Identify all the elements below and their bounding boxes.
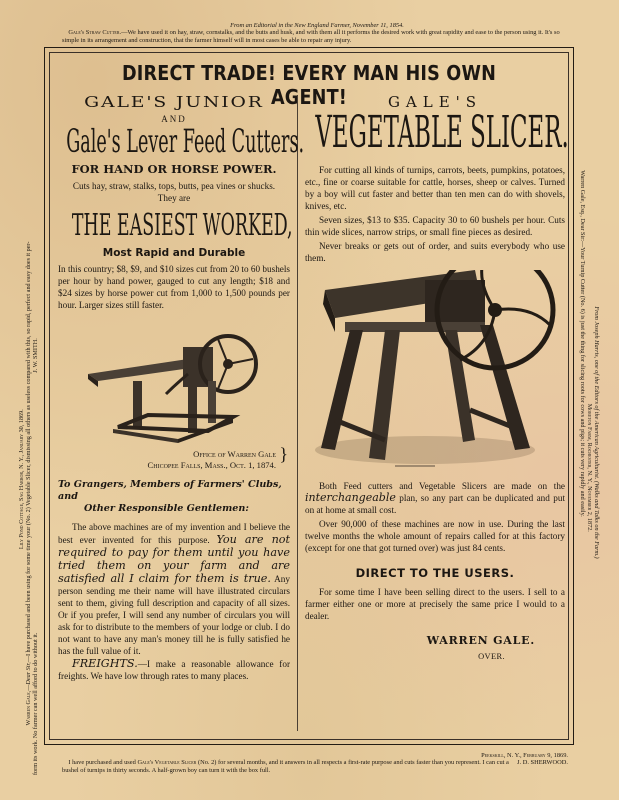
most-rapid-subheading: Most Rapid and Durable (102, 247, 246, 259)
feed-cutter-engraving-icon (58, 319, 290, 449)
advertisement-frame (44, 47, 574, 745)
left-margin-testimonial: Lily Pond Cottage, Sag Harbor, N. Y., January 30, 1869. Warren Gale,—Dear Sir,—I have purchased and been using for some time your (No. 2) Vegetable Slicer, dismissing all others as useless compared with this, so rapid, perfect and easy does it per- form its work. No farmer can well afford to do without it. J. W. SMITH. (18, 241, 40, 775)
feed-cutter-title: Gale's Lever Feed Cutters. (66, 122, 305, 160)
brace-icon: } (279, 444, 288, 464)
top-testimonial-source: From an Editorial in the New England Farmer, November 11, 1854. (230, 22, 404, 29)
cuts-description: Cuts hay, straw, stalks, tops, butts, pea vines or shucks. (72, 181, 276, 191)
bottom-testimonial-place: Peekskill, N. Y., February 9, 1869. (481, 752, 568, 759)
and-label: AND (161, 114, 187, 124)
power-subtitle: FOR HAND OR HORSE POWER. (71, 162, 277, 176)
right-margin-testimonial: From Joseph Harris, one of the Editors of the American Agriculturist. (Walks and Talks on the Farm.) Moreton Farm, Rochester, N. Y., November 2, 1872. Warren Gale, Esq., Dear Sir:—Your Turnip Cutter (No. 6) is just the thing for slicing roots for cows and pigs; it cuts very rapidly and easily. (578, 170, 600, 559)
slicer-brand: GALE'S (387, 93, 483, 111)
freights-paragraph: FREIGHTS.—I make a reasonable allowance for freights. We have low through rates to many places. (58, 657, 290, 681)
vegetable-slicer-illustration (305, 270, 565, 480)
feed-cutter-brand: GALE'S JUNIOR (84, 93, 264, 111)
no-pay-until-tried: You are not required to pay for them until you have tried them on your farm and are satisfied all I claim for them is true. (58, 533, 291, 585)
office-address: Office of Warren Gale Chicopee Falls, Mass., Oct. 1, 1874. } (147, 444, 288, 470)
slicer-durability: Never breaks or gets out of order, and suits everybody who use them. (305, 241, 565, 263)
top-testimonial-name: Gale's Straw Cutter. (68, 29, 122, 37)
easiest-worked-heading: THE EASIEST WORKED, (71, 208, 293, 243)
feed-cutter-illustration (58, 319, 290, 449)
vegetable-slicer-engraving-icon (305, 270, 565, 480)
bottom-testimonial (62, 752, 572, 774)
bottom-testimonial-text: J. D. SHERWOOD. I have purchased and used Gale's Vegetable Slicer (No. 2) for several months, and it answers in all respects a first-rate purpose and cuts faster than you represent. I can cut a bushel of turnips in thirty seconds. A half-grown boy can turn it with the box full. (62, 759, 572, 774)
vegetable-slicer-title: VEGETABLE SLICER. (315, 107, 569, 158)
they-are: They are (157, 193, 191, 203)
headline: DIRECT TRADE! EVERY MAN HIS OWN AGENT! (121, 61, 497, 109)
feed-cutter-prices: In this country; $8, $9, and $10 sizes cut from 20 to 60 bushels per hour by hand power, gauged to cut any length; $18 and $24 sizes by horse power cut from 1,000 to 1,500 pounds per hour. Larger sizes still faster. (58, 264, 290, 310)
warren-gale-signature: WARREN GALE. (426, 634, 535, 647)
invention-paragraph: The above machines are of my invention and I believe the best ever invented for this purpose. You are not required to pay for them until you have tried them on your farm and are satisfied all I claim for them is true. Any person sending me their name will have illustrated circulars sent to them, giving full description and capacity of all sizes. Or if you prefer, I will send any number of circulars you will ask for to distribute to the members of your lodge or club. I do not want to have any man's money till he is fully satisfied he has the full value of it. (58, 522, 291, 656)
machines-in-use-paragraph: Over 90,000 of these machines are now in use. During the last twelve months the whole amount of repairs called for at this factory (except for one that got turned over) was just 84 cents. (305, 519, 565, 553)
salutation: To Grangers, Members of Farmers' Clubs, and Other Responsible Gentlemen: (58, 479, 282, 514)
feed-cutter-column (58, 93, 305, 682)
top-testimonial (62, 22, 572, 44)
freights-label: FREIGHTS. (72, 657, 138, 670)
advertisement-inner-border (49, 52, 569, 740)
interchangeable-emphasis: interchangeable (305, 491, 396, 504)
column-divider (297, 95, 298, 731)
direct-sales-paragraph: For some time I have been selling direct to the users. I sell to a farmer either one or more at precisely the same price I would to a dealer. (305, 587, 565, 621)
top-testimonial-text: Gale's Straw Cutter.—We have used it on hay, straw, cornstalks, and the butts and husk, and with them all it performs the desired work with great rapidity and ease to the person using it. It's so simple in its arrangement and construction, that the farmer himself will in most cases be able to repair any injury. (62, 29, 560, 44)
direct-to-users-heading: DIRECT TO THE USERS. (355, 566, 515, 580)
over-label: OVER. (478, 652, 505, 661)
bottom-testimonial-signature: J. D. SHERWOOD. (517, 759, 568, 767)
slicer-sizes: Seven sizes, $13 to $35. Capacity 30 to 60 bushels per hour. Cuts thin wide slices, narrow strips, or small fine pieces as desired. (305, 215, 565, 237)
vegetable-slicer-column (305, 93, 569, 661)
interchangeable-paragraph: Both Feed cutters and Vegetable Slicers are made on the interchangeable plan, so any part can be duplicated and put on at home at small cost. (305, 481, 565, 515)
slicer-description: For cutting all kinds of turnips, carrots, beets, pumpkins, potatoes, etc., fine or coarse suitable for cattle, horses, sheep or calves. Turned by a boy will cut faster and better than ten men can do with shovels, knives, etc. (305, 165, 565, 211)
